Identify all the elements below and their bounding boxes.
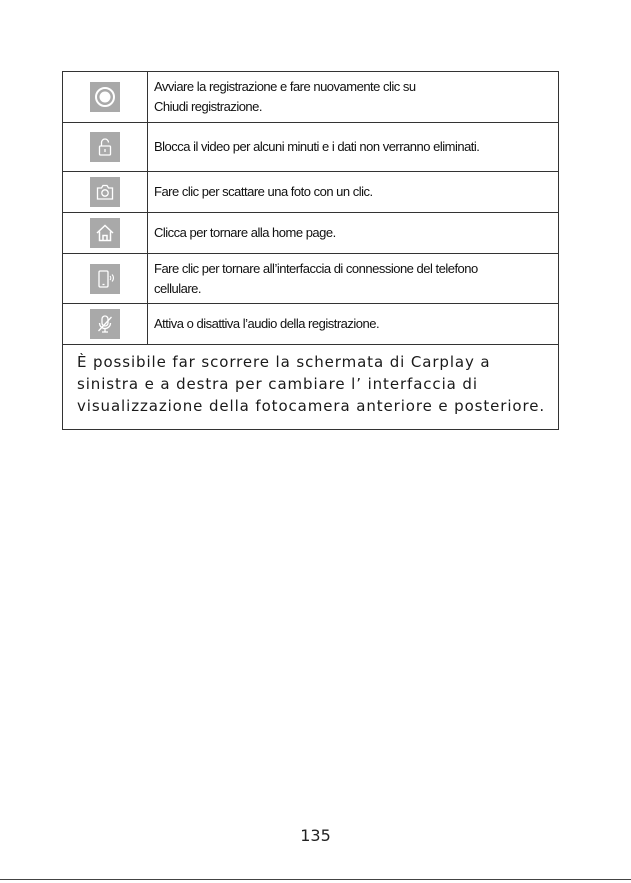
table-row [63, 172, 559, 213]
note-line: È possibile far scorrere la schermata di Carplay a [77, 353, 491, 371]
icon-cell [63, 213, 148, 254]
description-cell [148, 123, 559, 172]
description-line: cellulare. [154, 280, 202, 296]
bottom-divider [0, 879, 631, 880]
description-cell [148, 254, 559, 304]
description-cell [148, 172, 559, 213]
table-row [63, 123, 559, 172]
note-line: visualizzazione della fotocamera anteriore e posteriore. [77, 397, 546, 415]
table-row [63, 213, 559, 254]
description-cell [148, 213, 559, 254]
home-icon [90, 218, 120, 248]
description-cell [148, 304, 559, 345]
page-number: 135 [300, 826, 331, 845]
phone-connection-icon [90, 264, 120, 294]
description-line: Fare clic per tornare all’interfaccia di connessione del telefono [154, 260, 478, 276]
description-line: Avviare la registrazione e fare nuovamente clic su [154, 79, 416, 94]
icon-cell [63, 172, 148, 213]
description-line: Attiva o disattiva l’audio della registrazione. [154, 316, 380, 331]
icon-cell [63, 254, 148, 304]
description-line: Clicca per tornare alla home page. [154, 225, 336, 240]
camera-icon [90, 177, 120, 207]
note-line: sinistra e a destra per cambiare l’ interfaccia di [77, 375, 478, 393]
description-line: Fare clic per scattare una foto con un clic. [154, 184, 373, 199]
record-icon [90, 82, 120, 112]
note-cell [63, 345, 559, 430]
description-line: Blocca il video per alcuni minuti e i dati non verranno eliminati. [154, 139, 480, 154]
icon-cell [63, 304, 148, 345]
table-row [63, 72, 559, 123]
description-cell [148, 72, 559, 123]
function-table [62, 71, 559, 430]
icon-cell [63, 72, 148, 123]
icon-cell [63, 123, 148, 172]
unlock-icon [90, 132, 120, 162]
note-row [63, 345, 559, 430]
table-row [63, 304, 559, 345]
table-row [63, 254, 559, 304]
description-line: Chiudi registrazione. [154, 99, 263, 114]
microphone-mute-icon [90, 309, 120, 339]
